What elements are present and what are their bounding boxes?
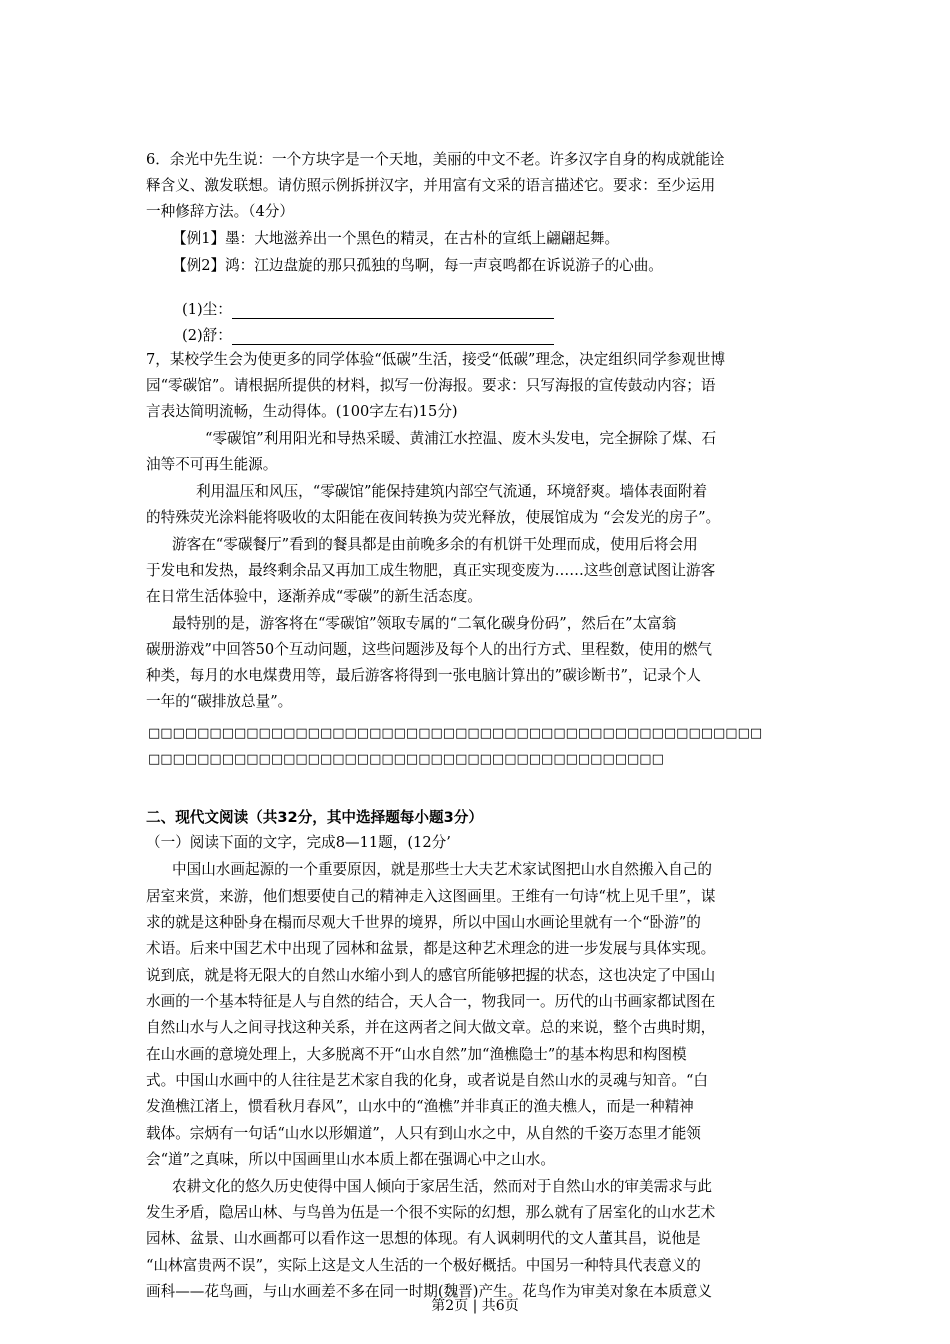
q6-answer-1-label: (1)尘： xyxy=(182,301,232,318)
reading-p1-l2: 居室来赏，来游，他们想要使自己的精神走入这图画里。王维有一句诗“枕上见千里”，谋 xyxy=(146,888,716,905)
q6-answer-1-line[interactable] xyxy=(232,318,554,319)
q7-material-p1-l2: 油等不可再生能源。 xyxy=(146,456,278,473)
q6-line-3: 一种修辞方法。（4分） xyxy=(146,203,294,220)
q7-material-p3-l3: 在日常生活体验中，逐渐养成“零碳”的新生活态度。 xyxy=(146,588,482,605)
reading-p1-l9: 式。中国山水画中的人往往是艺术家自我的化身，或者说是自然山水的灵魂与知音。“白 xyxy=(146,1072,709,1089)
q7-line-2: 园“零碳馆”。请根据所提供的材料，拟写一份海报。要求：只写海报的宣传鼓动内容；语 xyxy=(146,377,716,394)
q7-answer-boxes-row-1[interactable]: □□□□□□□□□□□□□□□□□□□□□□□□□□□□□□□□□□□□□□□□□□□□□□□□□□ xyxy=(148,726,763,741)
q7-material-p3-l1: 游客在“零碳餐厅”看到的餐具都是由前晚多余的有机饼干处理而成，使用后将会用 xyxy=(172,536,698,553)
page-footer: 第2页 | 共6页 xyxy=(431,1298,519,1314)
reading-p1-l11: 载体。宗炳有一句话“山水以形媚道”，人只有到山水之中，从自然的千姿万态里才能领 xyxy=(146,1125,701,1142)
q7-material-p4-l2: 碳册游戏”中回答50个互动问题，这些问题涉及每个人的出行方式、里程数，使用的燃气 xyxy=(146,641,713,658)
reading-p1-l5: 说到底，就是将无限大的自然山水缩小到人的感官所能够把握的状态，这也决定了中国山 xyxy=(146,967,716,984)
section-2-subtitle: （一）阅读下面的文字，完成8—11题，(12分’ xyxy=(146,834,451,851)
reading-p2-l1: 农耕文化的悠久历史使得中国人倾向于家居生活，然而对于自然山水的审美需求与此 xyxy=(172,1178,712,1195)
reading-p2-l3: 园林、盆景、山水画都可以看作这一思想的体现。有人讽刺明代的文人董其昌，说他是 xyxy=(146,1230,701,1247)
q6-answer-2-line[interactable] xyxy=(232,344,554,345)
q7-material-p4-l3: 种类，每月的水电煤费用等，最后游客将得到一张电脑计算出的”碳诊断书”，记录个人 xyxy=(146,667,701,684)
section-2-title: 二、现代文阅读（共32分，其中选择题每小题3分） xyxy=(146,809,483,826)
q7-material-p4-l4: 一年的“碳排放总量”。 xyxy=(146,693,293,710)
q7-material-p2-l2: 的特殊荧光涂料能将吸收的太阳能在夜间转换为荧光释放，使展馆成为 “会发光的房子”。 xyxy=(146,509,721,526)
q7-line-1: 7，某校学生会为使更多的同学体验“低碳”生活，接受“低碳”理念，决定组织同学参观世博 xyxy=(146,351,726,368)
reading-p1-l7: 自然山水与人之间寻找这种关系，并在这两者之间大做文章。总的来说，整个古典时期， xyxy=(146,1019,716,1036)
reading-p1-l1: 中国山水画起源的一个重要原因，就是那些士大夫艺术家试图把山水自然搬入自己的 xyxy=(172,861,712,878)
q6-example-2: 【例2】鸿：江边盘旋的那只孤独的鸟啊，每一声哀鸣都在诉说游子的心曲。 xyxy=(172,257,663,274)
reading-p1-l6: 水画的一个基本特征是人与自然的结合，天人合一，物我同一。历代的山书画家都试图在 xyxy=(146,993,716,1010)
q7-material-p4-l1: 最特别的是，游客将在“零碳馆”领取专属的“二氧化碳身份码”，然后在”太富翁 xyxy=(172,615,677,632)
q7-material-p1-l1: “零碳馆”利用阳光和导热采暖、黄浦江水控温、废木头发电，完全摒除了煤、石 xyxy=(205,430,717,447)
reading-p2-l2: 发生矛盾，隐居山林、与鸟兽为伍是一个很不实际的幻想，那么就有了居室化的山水艺术 xyxy=(146,1204,716,1221)
q6-line-1: 6．余光中先生说：一个方块字是一个天地，美丽的中文不老。许多汉字自身的构成就能诠 xyxy=(146,151,725,168)
q6-answer-2-label: (2)舒： xyxy=(182,327,232,344)
reading-p1-l12: 会“道”之真味，所以中国画里山水本质上都在强调心中之山水。 xyxy=(146,1151,555,1168)
q7-line-3: 言表达简明流畅，生动得体。(100字左右)15分) xyxy=(146,403,458,420)
reading-p1-l8: 在山水画的意境处理上，大多脱离不开“山水自然”加“渔樵隐士”的基本构思和构图模 xyxy=(146,1046,687,1063)
reading-p1-l4: 术语。后来中国艺术中出现了园林和盆景，都是这种艺术理念的进一步发展与具体实现。 xyxy=(146,940,716,957)
reading-p1-l10: 发渔樵江渚上，惯看秋月春风”，山水中的“渔樵”并非真正的渔夫樵人，而是一种精神 xyxy=(146,1098,694,1115)
reading-p2-l5: 画科——花鸟画，与山水画差不多在同一时期(魏晋)产生。花鸟作为审美对象在本质意义 xyxy=(146,1283,712,1300)
q6-line-2: 释含义、激发联想。请仿照示例拆拼汉字，并用富有文采的语言描述它。要求：至少运用 xyxy=(146,177,716,194)
reading-p1-l3: 求的就是这种卧身在榻而尽观大千世界的境界，所以中国山水画论里就有一个“卧游”的 xyxy=(146,914,701,931)
q7-answer-boxes-row-2[interactable]: □□□□□□□□□□□□□□□□□□□□□□□□□□□□□□□□□□□□□□□□□□ xyxy=(148,752,664,767)
q6-example-1: 【例1】墨：大地滋养出一个黑色的精灵，在古朴的宣纸上翩翩起舞。 xyxy=(172,230,620,247)
q7-material-p3-l2: 于发电和发热，最终剩余品又再加工成生物肥，真正实现变废为……这些创意试图让游客 xyxy=(146,562,716,579)
reading-p2-l4: “山林富贵两不误”，实际上这是文人生活的一个极好概括。中国另一种特具代表意义的 xyxy=(146,1257,701,1274)
q7-material-p2-l1: 利用温压和风压，“零碳馆”能保持建筑内部空气流通，环境舒爽。墙体表面附着 xyxy=(196,483,708,500)
